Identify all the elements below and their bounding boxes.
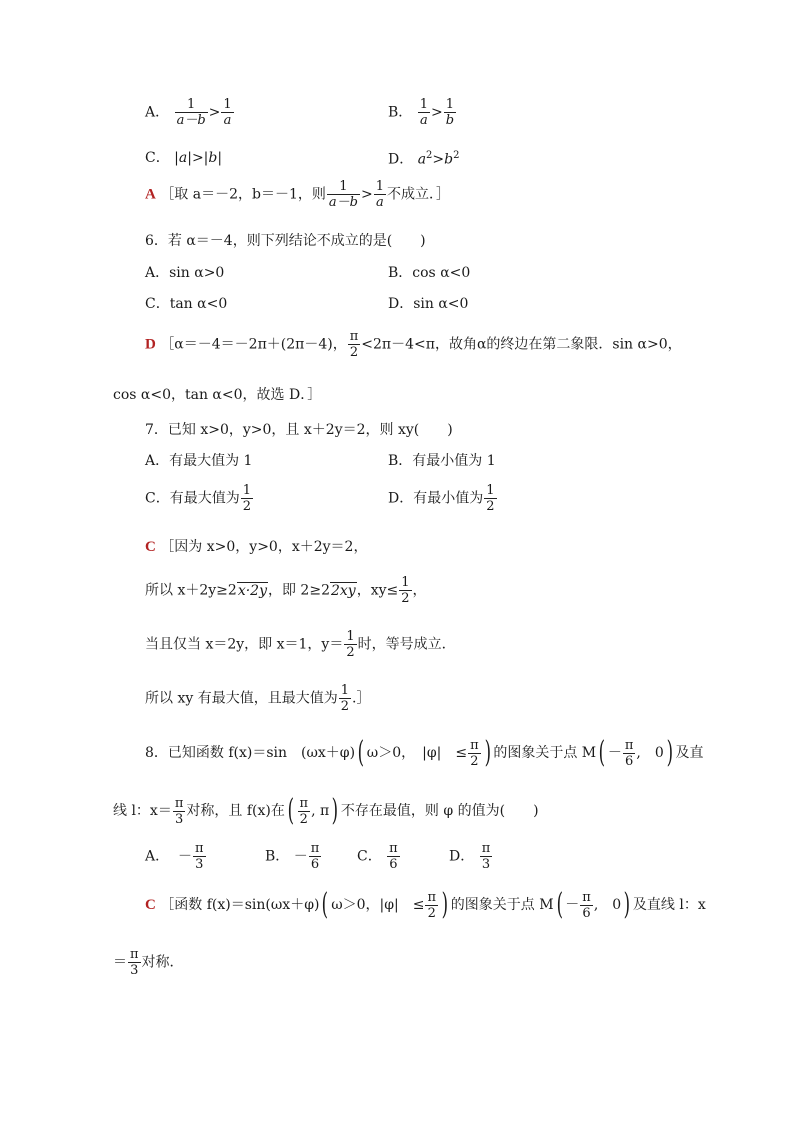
fraction: $\frac{1}{a}$: [223, 97, 232, 128]
q8-options: [145, 842, 493, 871]
q6-answer-line2: cos α<0，tan α<0，故选 D．］: [113, 387, 322, 403]
fraction: $\frac{\pi}{3}$: [130, 947, 139, 978]
q5-option-b: B． $\frac{1}{a}$ > $\frac{1}{b}$: [388, 97, 455, 128]
answer-letter: A: [145, 186, 156, 203]
answer-letter: D: [145, 336, 156, 353]
q5-answer: A ［取 a＝－2，b＝－1，则 $\frac{1}{a-b}$ > $\frac{1}{a}$ 不成立．］: [145, 179, 450, 210]
q8-answer-line1: C ［函数 f(x)＝sin(ωx＋φ)( ω＞0，|φ| ≤ $\frac{\pi}{2}$ ) 的图象关于点 M( － $\frac{\pi}{6}$ , 0) 及直线 l：x: [145, 887, 706, 922]
fraction: $\frac{\pi}{6}$: [624, 737, 634, 769]
fraction: $\frac{1}{a-b}$: [328, 179, 358, 210]
q8-option-a: A． － $\frac{\pi}{3}$: [145, 841, 204, 872]
q6-option-c: C．tan α<0: [145, 296, 228, 312]
q7-option-d: D．有最小值为 $\frac{1}{2}$: [388, 483, 495, 514]
fraction: $\frac{1}{a}$: [419, 97, 429, 128]
fraction: $\frac{\pi}{3}$: [174, 795, 184, 827]
q7-stem: 7．已知 x>0，y>0，且 x＋2y＝2，则 xy( ): [145, 422, 453, 438]
q8-option-b: B． － $\frac{\pi}{6}$: [265, 841, 320, 872]
fraction: $\frac{\pi}{6}$: [310, 841, 320, 872]
fraction: $\frac{\pi}{6}$: [389, 841, 398, 872]
q7-answer-line2: 所以 x＋2y≥2x·2y，即 2≥22xy，xy≤ $\frac{1}{2}$ ，: [145, 575, 427, 606]
fraction: $\frac{\pi}{2}$: [470, 737, 479, 769]
fraction: $\frac{1}{b}$: [445, 97, 455, 128]
q7-answer-line1: C ［因为 x>0，y>0，x＋2y＝2，: [145, 539, 368, 555]
q5-option-a: A． $\frac{1}{a-b}$ > $\frac{1}{a}$: [145, 97, 232, 128]
fraction: $\frac{\pi}{2}$: [299, 795, 309, 827]
fraction: $\frac{1}{2}$: [401, 575, 410, 606]
q5-option-c: C． |a|>|b|: [145, 150, 223, 166]
q8-option-c: C． $\frac{\pi}{6}$: [357, 841, 398, 872]
q7-answer-line4: 所以 xy 有最大值，且最大值为 $\frac{1}{2}$ .］: [145, 683, 371, 714]
fraction: $\frac{1}{2}$: [346, 629, 355, 660]
q7-option-b: B．有最小值为 1: [388, 453, 496, 469]
fraction: $\frac{\pi}{2}$: [349, 329, 359, 360]
q7-answer-line3: 当且仅当 x＝2y，即 x＝1，y＝ $\frac{1}{2}$ 时，等号成立．: [145, 629, 456, 660]
q7-option-c: C．有最大值为 $\frac{1}{2}$: [145, 483, 251, 514]
fraction: $\frac{\pi}{3}$: [195, 841, 204, 872]
fraction: $\frac{\pi}{2}$: [427, 889, 437, 921]
q7-option-a: A．有最大值为 1: [145, 453, 253, 469]
q6-answer-line1: D ［α＝－4＝－2π＋(2π－4)， $\frac{\pi}{2}$ <2π－4<π，故角α的终边在第二象限．sin α>0，: [145, 329, 682, 360]
q6-stem: 6．若 α＝－4，则下列结论不成立的是( ): [145, 233, 426, 249]
q5-option-d: D． $a^2>b^2$: [388, 150, 460, 168]
q8-stem-line2: 线 l：x＝ $\frac{\pi}{3}$ 对称，且 f(x)在( $\frac{\pi}{2}$ , π) 不存在最值，则 φ 的值为( ): [113, 793, 539, 828]
q8-stem-line1: 8．已知函数 f(x)＝sin (ωx＋φ)( ω＞0， |φ| ≤ $\frac{\pi}{2}$ ) 的图象关于点 M( － $\frac{\pi}{6}$ , 0) 及直: [145, 735, 704, 770]
fraction: $\frac{\pi}{3}$: [481, 841, 491, 872]
fraction: $\frac{\pi}{6}$: [582, 889, 591, 921]
q6-option-a: A．sin α>0: [145, 265, 225, 281]
fraction: $\frac{1}{2}$: [486, 483, 495, 514]
q6-option-b: B．cos α<0: [388, 265, 471, 281]
answer-letter: C: [145, 539, 156, 555]
q8-option-d: D． $\frac{\pi}{3}$: [449, 841, 491, 872]
fraction: $\frac{1}{2}$: [340, 683, 349, 714]
fraction: $\frac{1}{a}$: [375, 179, 384, 210]
answer-letter: C: [145, 897, 156, 913]
fraction: $\frac{1}{2}$: [242, 483, 251, 514]
q8-answer-line2: ＝ $\frac{\pi}{3}$ 对称．: [113, 947, 184, 978]
fraction: $\frac{1}{a-b}$: [176, 97, 206, 128]
q6-option-d: D．sin α<0: [388, 296, 469, 312]
